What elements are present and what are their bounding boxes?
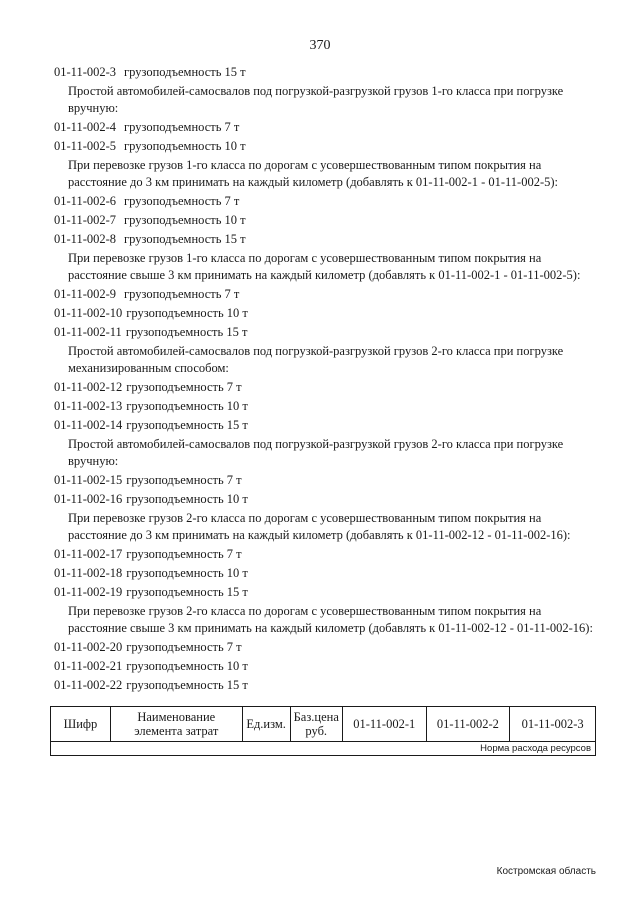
norm-code: 01-11-002-3 — [54, 65, 117, 79]
norm-item — [54, 138, 600, 155]
norm-code: 01-11-002-17 — [54, 547, 123, 561]
norm-description: грузоподъемность 7 т — [126, 640, 242, 654]
column-header-code: Шифр — [51, 707, 111, 742]
norm-description: грузоподъемность 15 т — [124, 232, 246, 246]
norm-code: 01-11-002-8 — [54, 232, 117, 246]
norm-description: грузоподъемность 10 т — [126, 306, 248, 320]
norm-code: 01-11-002-22 — [54, 678, 123, 692]
norm-description: грузоподъемность 7 т — [124, 120, 240, 134]
section-heading: При перевозке грузов 1-го класса по дорогам с усовершествованным типом покрытия на расстояние свыше 3 км принимать на каждый километр (добавлять к 01-11-002-1 - 01-11-002-5): — [68, 251, 581, 282]
norm-description: грузоподъемность 10 т — [126, 492, 248, 506]
section-heading: При перевозке грузов 2-го класса по дорогам с усовершествованным типом покрытия на расстояние до 3 км принимать на каждый километр (добавлять к 01-11-002-12 - 01-11-002-16): — [68, 511, 571, 542]
norm-code: 01-11-002-19 — [54, 585, 123, 599]
section-heading: При перевозке грузов 1-го класса по дорогам с усовершествованным типом покрытия на расстояние до 3 км принимать на каждый километр (добавлять к 01-11-002-1 - 01-11-002-5): — [68, 158, 559, 189]
norm-description: грузоподъемность 10 т — [126, 399, 248, 413]
norm-item — [54, 286, 600, 303]
norm-code: 01-11-002-13 — [54, 399, 123, 413]
norm-item — [54, 231, 600, 248]
norm-item — [54, 472, 600, 489]
page-number: 370 — [309, 38, 331, 53]
norm-code: 01-11-002-18 — [54, 566, 123, 580]
norm-code: 01-11-002-21 — [54, 659, 123, 673]
norm-code: 01-11-002-20 — [54, 640, 123, 654]
norm-description: грузоподъемность 15 т — [126, 585, 248, 599]
column-header-unit: Ед.изм. — [242, 707, 290, 742]
norm-code: 01-11-002-10 — [54, 306, 123, 320]
norm-item — [54, 212, 600, 229]
norm-code: 01-11-002-6 — [54, 194, 117, 208]
section-heading: Простой автомобилей-самосвалов под погрузкой-разгрузкой грузов 1-го класса при погрузке вручную: — [68, 84, 564, 115]
norm-description: грузоподъемность 15 т — [126, 678, 248, 692]
norm-item — [54, 398, 600, 415]
norm-description: грузоподъемность 10 т — [124, 213, 246, 227]
norm-description: грузоподъемность 7 т — [126, 380, 242, 394]
norm-item — [54, 305, 600, 322]
norm-item — [54, 379, 600, 396]
norm-item — [54, 565, 600, 582]
column-header-norm-1: 01-11-002-1 — [342, 707, 426, 742]
norm-code: 01-11-002-9 — [54, 287, 117, 301]
norm-code: 01-11-002-15 — [54, 473, 123, 487]
norm-item — [54, 658, 600, 675]
section-heading: Простой автомобилей-самосвалов под погрузкой-разгрузкой грузов 2-го класса при погрузке механизированным способом: — [68, 344, 564, 375]
column-header-base-price: Баз.цена руб. — [290, 707, 342, 742]
region-footer: Костромская область — [496, 866, 596, 877]
norm-item — [54, 324, 600, 341]
norm-code: 01-11-002-14 — [54, 418, 123, 432]
section-heading: Простой автомобилей-самосвалов под погрузкой-разгрузкой грузов 2-го класса при погрузке вручную: — [68, 437, 564, 468]
norm-description: грузоподъемность 15 т — [124, 65, 246, 79]
norm-description: грузоподъемность 7 т — [124, 287, 240, 301]
norm-description: грузоподъемность 15 т — [125, 325, 248, 339]
norm-code: 01-11-002-4 — [54, 120, 117, 134]
norm-description: грузоподъемность 7 т — [126, 473, 242, 487]
norm-item — [54, 546, 600, 563]
norm-code: 01-11-002-12 — [54, 380, 123, 394]
norm-item — [54, 639, 600, 656]
column-header-cost-element: Наименование элемента затрат — [110, 707, 242, 742]
norm-item — [54, 119, 600, 136]
norm-description: грузоподъемность 10 т — [124, 139, 246, 153]
norm-code: 01-11-002-16 — [54, 492, 123, 506]
section-heading: При перевозке грузов 2-го класса по дорогам с усовершествованным типом покрытия на расстояние свыше 3 км принимать на каждый километр (добавлять к 01-11-002-12 - 01-11-002-16): — [68, 604, 593, 635]
document-body — [54, 64, 600, 696]
norm-label: Норма расхода ресурсов — [51, 742, 596, 756]
column-header-norm-2: 01-11-002-2 — [426, 707, 510, 742]
norm-item — [54, 64, 600, 81]
norm-description: грузоподъемность 7 т — [126, 547, 242, 561]
norm-description: грузоподъемность 10 т — [126, 566, 248, 580]
norm-item — [54, 193, 600, 210]
norm-item — [54, 417, 600, 434]
norm-description: грузоподъемность 10 т — [126, 659, 248, 673]
norm-item — [54, 491, 600, 508]
norm-code: 01-11-002-7 — [54, 213, 117, 227]
norm-code: 01-11-002-5 — [54, 139, 117, 153]
norm-description: грузоподъемность 15 т — [126, 418, 248, 432]
norm-code: 01-11-002-11 — [54, 325, 122, 339]
norm-description: грузоподъемность 7 т — [124, 194, 240, 208]
column-header-norm-3: 01-11-002-3 — [510, 707, 596, 742]
norm-item — [54, 584, 600, 601]
resource-table-header — [50, 706, 596, 756]
norm-item — [54, 677, 600, 694]
